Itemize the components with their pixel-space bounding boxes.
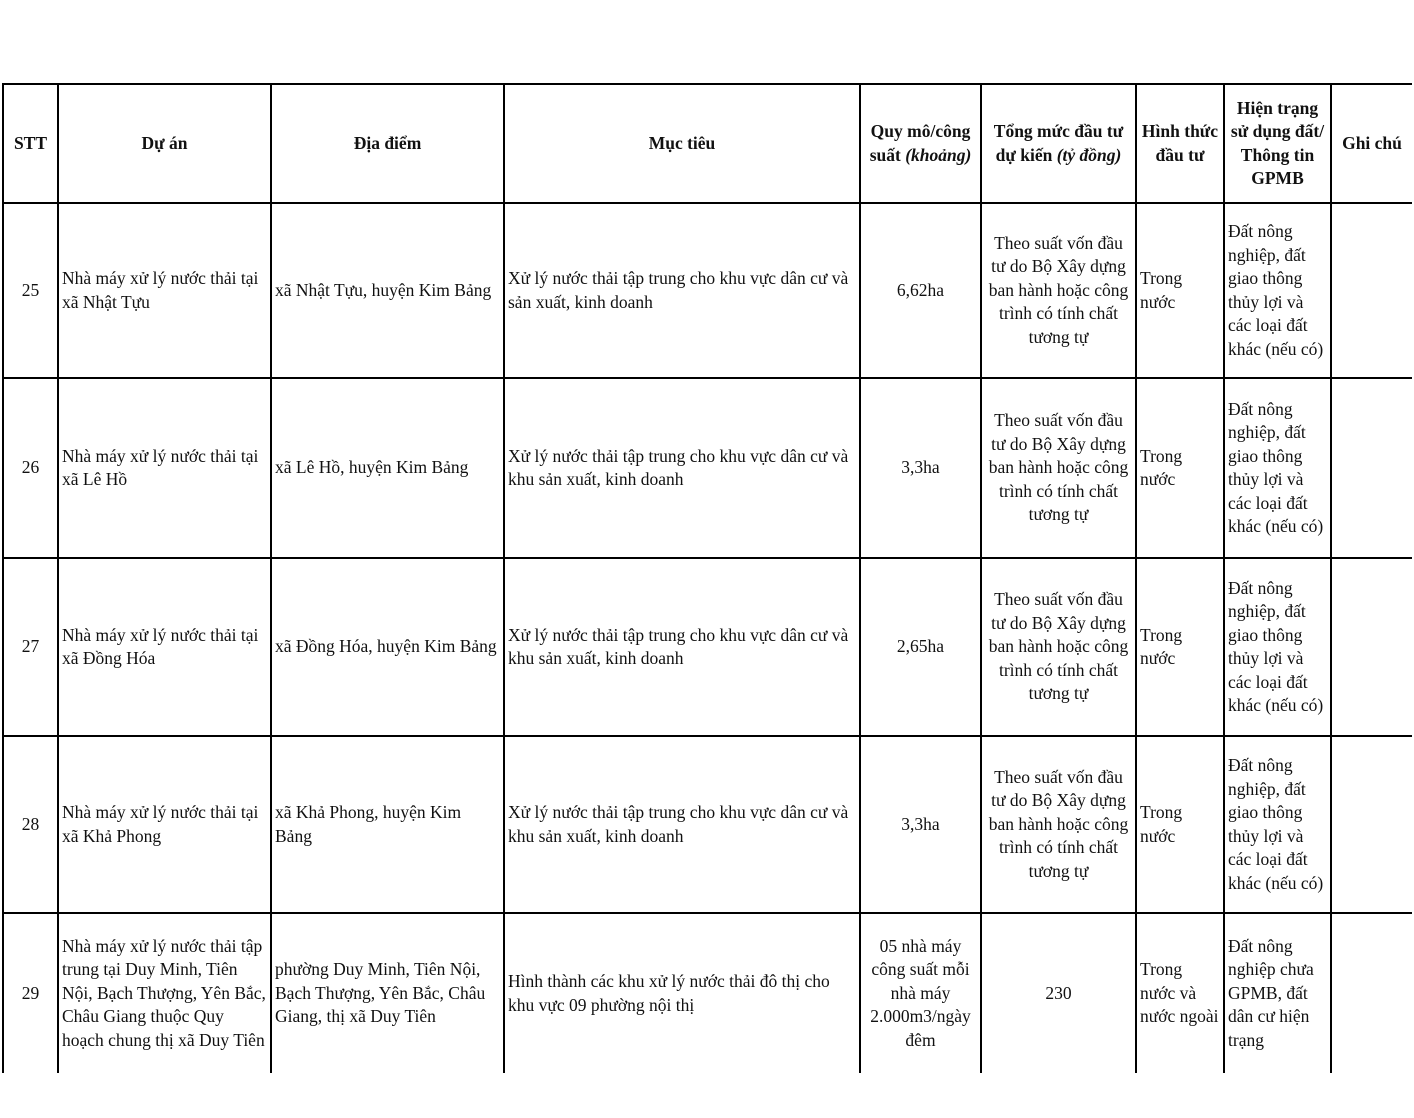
- cell-hien-trang: Đất nông nghiệp, đất giao thông thủy lợi và các loại đất khác (nếu có): [1224, 378, 1331, 558]
- cell-hien-trang: Đất nông nghiệp, đất giao thông thủy lợi và các loại đất khác (nếu có): [1224, 736, 1331, 913]
- cell-ghi-chu: [1331, 558, 1412, 736]
- cell-stt: 25: [3, 203, 58, 378]
- cell-tong-muc: Theo suất vốn đầu tư do Bộ Xây dựng ban hành hoặc công trình có tính chất tương tự: [981, 378, 1136, 558]
- header-quy-mo-note: (khoảng): [905, 144, 972, 165]
- header-tong-muc: [981, 84, 1136, 203]
- cell-quy-mo: 3,3ha: [860, 378, 981, 558]
- cell-stt: 28: [3, 736, 58, 913]
- cell-hinh-thuc: Trong nước: [1136, 378, 1224, 558]
- cell-tong-muc: Theo suất vốn đầu tư do Bộ Xây dựng ban hành hoặc công trình có tính chất tương tự: [981, 736, 1136, 913]
- cell-quy-mo: 3,3ha: [860, 736, 981, 913]
- table-row: [3, 558, 1412, 736]
- cell-hien-trang: Đất nông nghiệp chưa GPMB, đất dân cư hiện trạng: [1224, 913, 1331, 1073]
- header-muc-tieu: Mục tiêu: [504, 84, 860, 203]
- cell-stt: 26: [3, 378, 58, 558]
- header-hinh-thuc: Hình thức đầu tư: [1136, 84, 1224, 203]
- cell-du-an: Nhà máy xử lý nước thải tại xã Nhật Tựu: [58, 203, 271, 378]
- cell-du-an: Nhà máy xử lý nước thải tập trung tại Duy Minh, Tiên Nội, Bạch Thượng, Yên Bắc, Châu Giang thuộc Quy hoạch chung thị xã Duy Tiên: [58, 913, 271, 1073]
- cell-dia-diem: xã Đồng Hóa, huyện Kim Bảng: [271, 558, 504, 736]
- cell-du-an: Nhà máy xử lý nước thải tại xã Đồng Hóa: [58, 558, 271, 736]
- table-row: [3, 203, 1412, 378]
- header-du-an: Dự án: [58, 84, 271, 203]
- header-tong-muc-note: (tỷ đồng): [1056, 144, 1122, 165]
- cell-du-an: Nhà máy xử lý nước thải tại xã Khả Phong: [58, 736, 271, 913]
- cell-dia-diem: phường Duy Minh, Tiên Nội, Bạch Thượng, Yên Bắc, Châu Giang, thị xã Duy Tiên: [271, 913, 504, 1073]
- cell-ghi-chu: [1331, 378, 1412, 558]
- cell-tong-muc: 230: [981, 913, 1136, 1073]
- cell-tong-muc: Theo suất vốn đầu tư do Bộ Xây dựng ban hành hoặc công trình có tính chất tương tự: [981, 203, 1136, 378]
- cell-muc-tieu: Xử lý nước thải tập trung cho khu vực dân cư và khu sản xuất, kinh doanh: [504, 378, 860, 558]
- table-container: [2, 83, 1412, 1073]
- table-row: [3, 378, 1412, 558]
- cell-muc-tieu: Xử lý nước thải tập trung cho khu vực dân cư và khu sản xuất, kinh doanh: [504, 558, 860, 736]
- cell-quy-mo: 2,65ha: [860, 558, 981, 736]
- cell-hinh-thuc: Trong nước: [1136, 736, 1224, 913]
- cell-hien-trang: Đất nông nghiệp, đất giao thông thủy lợi và các loại đất khác (nếu có): [1224, 203, 1331, 378]
- cell-muc-tieu: Xử lý nước thải tập trung cho khu vực dân cư và sản xuất, kinh doanh: [504, 203, 860, 378]
- cell-dia-diem: xã Lê Hồ, huyện Kim Bảng: [271, 378, 504, 558]
- cell-ghi-chu: [1331, 203, 1412, 378]
- cell-hien-trang: Đất nông nghiệp, đất giao thông thủy lợi và các loại đất khác (nếu có): [1224, 558, 1331, 736]
- table-row: [3, 913, 1412, 1073]
- table-row: [3, 736, 1412, 913]
- projects-table: [2, 83, 1412, 1073]
- cell-stt: 29: [3, 913, 58, 1073]
- cell-tong-muc: Theo suất vốn đầu tư do Bộ Xây dựng ban hành hoặc công trình có tính chất tương tự: [981, 558, 1136, 736]
- header-quy-mo: [860, 84, 981, 203]
- cell-hinh-thuc: Trong nước: [1136, 203, 1224, 378]
- header-dia-diem: Địa điểm: [271, 84, 504, 203]
- cell-ghi-chu: [1331, 736, 1412, 913]
- cell-dia-diem: xã Khả Phong, huyện Kim Bảng: [271, 736, 504, 913]
- cell-muc-tieu: Xử lý nước thải tập trung cho khu vực dân cư và khu sản xuất, kinh doanh: [504, 736, 860, 913]
- cell-muc-tieu: Hình thành các khu xử lý nước thải đô thị cho khu vực 09 phường nội thị: [504, 913, 860, 1073]
- cell-hinh-thuc: Trong nước và nước ngoài: [1136, 913, 1224, 1073]
- cell-stt: 27: [3, 558, 58, 736]
- header-ghi-chu: Ghi chú: [1331, 84, 1412, 203]
- header-tong-muc-main: Tổng mức đầu tư dự kiến: [993, 121, 1124, 165]
- cell-quy-mo: 05 nhà máy công suất mỗi nhà máy 2.000m3/ngày đêm: [860, 913, 981, 1073]
- header-quy-mo-main: Quy mô/công suất: [869, 121, 971, 165]
- table-header-row: [3, 84, 1412, 203]
- cell-du-an: Nhà máy xử lý nước thải tại xã Lê Hồ: [58, 378, 271, 558]
- cell-hinh-thuc: Trong nước: [1136, 558, 1224, 736]
- cell-quy-mo: 6,62ha: [860, 203, 981, 378]
- cell-ghi-chu: [1331, 913, 1412, 1073]
- cell-dia-diem: xã Nhật Tựu, huyện Kim Bảng: [271, 203, 504, 378]
- header-hien-trang: Hiện trạng sử dụng đất/ Thông tin GPMB: [1224, 84, 1331, 203]
- header-stt: STT: [3, 84, 58, 203]
